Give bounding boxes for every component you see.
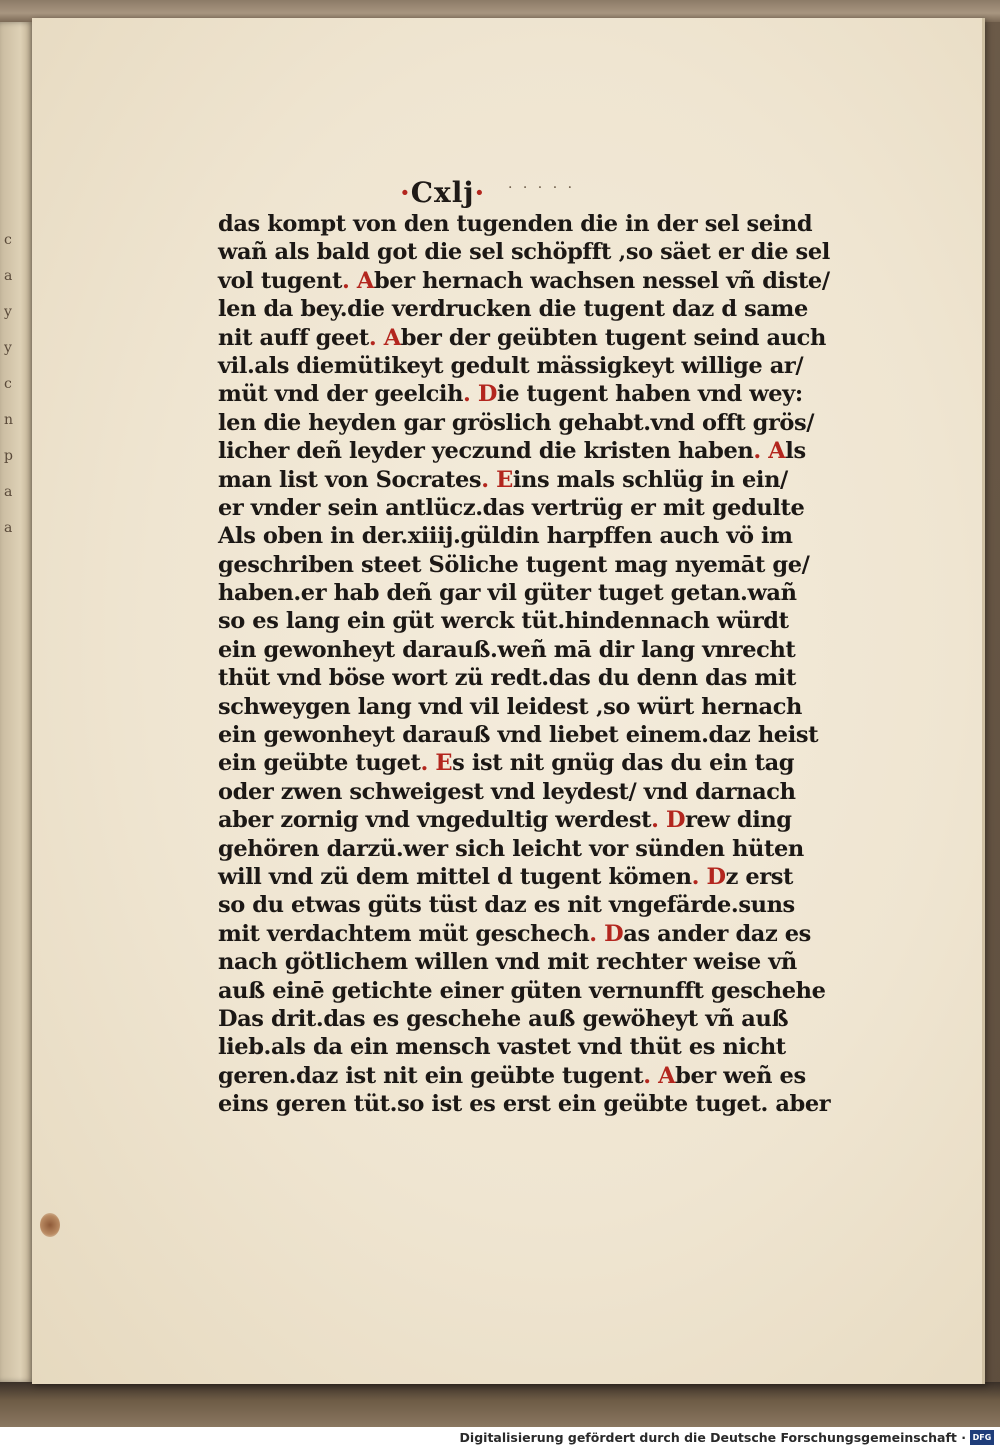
text-line: schweygen lang vnd vil leidest ‚so würt hernach bbox=[218, 693, 802, 720]
margin-fragment: c bbox=[4, 232, 12, 248]
text-line: oder zwen schweigest vnd leydest/ vnd darnach bbox=[218, 778, 796, 805]
facing-page-fragments bbox=[4, 222, 22, 546]
text-line: vol tugent. Aber hernach wachsen nessel vñ diste/ bbox=[218, 267, 830, 294]
folio-label: Cxlj bbox=[410, 176, 475, 209]
text-line: lieb.als da ein mensch vastet vnd thüt es nicht bbox=[218, 1034, 786, 1061]
margin-fragment: p bbox=[4, 448, 13, 464]
margin-fragment: c bbox=[4, 376, 12, 392]
text-line: nach götlichem willen vnd mit rechter weise vñ bbox=[218, 949, 797, 976]
text-line: geschriben steet Söliche tugent mag nyemāt ge/ bbox=[218, 551, 810, 578]
margin-fragment: a bbox=[4, 520, 13, 536]
book-bottom-edge bbox=[0, 1382, 1000, 1427]
funding-credit: Digitalisierung gefördert durch die Deutsche Forschungsgemeinschaft · bbox=[459, 1430, 966, 1445]
text-line: licher deñ leyder yeczund die kristen haben. A bbox=[218, 438, 786, 465]
text-line: Als oben in der.xiiij.güldin harpffen auch vö im bbox=[218, 523, 793, 550]
folio-ornament: · · · · · bbox=[508, 180, 576, 196]
margin-fragment: y bbox=[4, 340, 12, 356]
margin-fragment: y bbox=[4, 304, 12, 320]
text-line: len da bey.die verdrucken die tugent daz d same bbox=[218, 296, 808, 323]
paper-stain bbox=[40, 1213, 60, 1237]
dfg-logo: DFG bbox=[970, 1430, 994, 1445]
text-line: man list von Socrates. Eins mals schlüg in ein/ bbox=[218, 466, 788, 493]
text-line: so es lang ein güt werck tüt.hindennach würdt bbox=[218, 608, 789, 635]
text-line: nit auff geet. Aber der geübten tugent seind auch bbox=[218, 324, 826, 351]
text-line: das kompt von den tugenden die in der sel seind bbox=[218, 211, 813, 237]
text-line: thüt vnd böse wort zü redt.das du denn das mit bbox=[218, 665, 796, 692]
text-line: len die heyden gar gröslich gehabt.vnd offt grös/ bbox=[218, 409, 815, 436]
margin-fragment: n bbox=[4, 412, 14, 428]
margin-fragment: a bbox=[4, 268, 13, 284]
main-text-block bbox=[218, 210, 831, 1119]
text-line: aber zornig vnd vngedultig werdest. Drew ding bbox=[218, 807, 792, 834]
text-line: wañ als bald got die sel schöpfft ‚so säet er die sel bbox=[218, 239, 830, 266]
text-line: gehören darzü.wer sich leicht vor sünden hüten bbox=[218, 835, 804, 862]
text-line: Das drit.das es geschehe auß gewöheyt vñ auß bbox=[218, 1005, 789, 1032]
text-line: ein geübte tuget. Es ist nit gnüg das du ein tag bbox=[218, 750, 795, 777]
text-line: haben.er hab deñ gar vil güter tuget getan.wañ bbox=[218, 580, 797, 607]
text-line: mit verdachtem müt geschech. Das ander daz es bbox=[218, 920, 811, 947]
folio-number bbox=[400, 176, 485, 209]
footer-bar bbox=[0, 1427, 1000, 1449]
margin-fragment: a bbox=[4, 484, 13, 500]
facing-page-edge bbox=[0, 22, 34, 1382]
text-line: ein gewonheyt darauß.weñ mā dir lang vnrecht bbox=[218, 636, 796, 663]
text-line: er vnder sein antlücz.das vertrüg er mit gedulte bbox=[218, 494, 805, 521]
folio-rubric-mark: · bbox=[474, 176, 486, 209]
text-line: so du etwas güts tüst daz es nit vngefärde.suns bbox=[218, 892, 795, 919]
text-line: müt vnd der geelcih. Die tugent haben vnd wey: bbox=[218, 381, 803, 408]
text-line: will vnd zü dem mittel d tugent kömen. Dz erst bbox=[218, 863, 794, 890]
text-line: auß einē getichte einer güten vernunfft geschehe bbox=[218, 977, 826, 1004]
folio-rubric-mark: · bbox=[400, 176, 411, 209]
text-line: ein gewonheyt darauß vnd liebet einem.daz heist bbox=[218, 722, 819, 749]
text-line: geren.daz ist nit ein geübte tugent. Aber weñ es bbox=[218, 1062, 806, 1089]
text-line: vil.als diemütikeyt gedult mässigkeyt willige ar/ bbox=[218, 352, 804, 379]
text-line: eins geren tüt.so ist es erst ein geübte tuget. aber bbox=[218, 1091, 831, 1118]
